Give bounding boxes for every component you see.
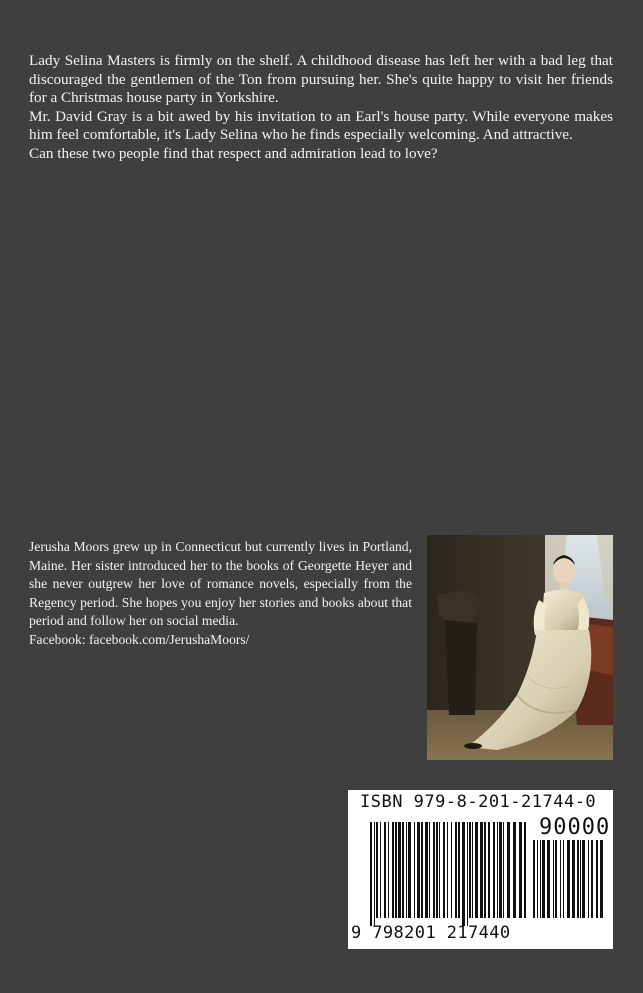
barcode-bar [503, 822, 504, 918]
barcode-bar [421, 822, 423, 918]
barcode-bar [443, 822, 445, 918]
barcode-bar [567, 840, 570, 918]
barcode-bar [398, 822, 401, 918]
barcode-bar [596, 840, 598, 918]
barcode-bar [376, 822, 378, 918]
barcode-bar [417, 822, 420, 918]
ean-digits-label: 9 798201 217440 [351, 923, 511, 943]
barcode-bar [388, 822, 389, 918]
barcode-bar [480, 822, 483, 918]
regency-lady-painting [427, 535, 613, 760]
barcode-bar [499, 822, 502, 918]
barcode-bar [533, 840, 535, 918]
barcode-bar [547, 840, 550, 918]
barcode-bar [588, 840, 589, 918]
barcode-bar [572, 840, 575, 918]
barcode-bar [447, 822, 448, 918]
barcode-bar [451, 822, 452, 918]
barcode-bar [524, 822, 526, 918]
barcode-bar [488, 822, 490, 918]
barcode-bar [429, 822, 430, 918]
barcode-bar [600, 840, 603, 918]
barcode-bar [591, 840, 593, 918]
barcode-bar [580, 840, 581, 918]
barcode-bar [406, 822, 407, 918]
back-cover-blurb [29, 52, 613, 164]
author-facebook: Facebook: facebook.com/JerushaMoors/ [29, 631, 250, 647]
barcode-bar [455, 822, 457, 918]
barcode-bar [370, 822, 372, 926]
barcode-bar [542, 840, 545, 918]
barcode-bar [507, 822, 510, 918]
barcode-bar [475, 822, 478, 918]
barcode-bar [433, 822, 435, 918]
author-bio [29, 538, 412, 650]
barcode-bar [540, 840, 541, 918]
barcode-bar [472, 822, 473, 918]
barcode-bar [519, 822, 522, 918]
barcode-bar [469, 822, 471, 918]
isbn-barcode [348, 790, 613, 949]
barcode-bar [462, 822, 465, 926]
barcode-bar [582, 840, 585, 918]
barcode-bar [380, 822, 381, 918]
barcode-bar [497, 822, 498, 918]
barcode-bar [484, 822, 486, 918]
barcode-bar [553, 840, 554, 918]
barcode-bar [402, 822, 404, 918]
barcode-bar [374, 822, 375, 926]
barcode-bar [537, 840, 538, 918]
blurb-paragraph-2: Mr. David Gray is a bit awed by his invitation to an Earl's house party. While everyone makes him feel comfortable, it's Lady Selina who he finds especially welcoming. And attractive. [29, 107, 613, 144]
barcode-bar [513, 822, 516, 918]
blurb-paragraph-1: Lady Selina Masters is firmly on the shelf. A childhood disease has left her with a bad leg that discouraged the gentlemen of the Ton from pursuing her. She's quite happy to visit her friends for a Christmas house party in Yorkshire. [29, 52, 613, 107]
barcode-bar [467, 822, 468, 926]
barcode-bar [458, 822, 460, 918]
barcode-bar [408, 822, 411, 918]
blurb-paragraph-3: Can these two people find that respect and admiration lead to love? [29, 144, 438, 162]
barcode-bar [555, 840, 557, 918]
barcode-bar [414, 822, 415, 918]
author-portrait-painting [427, 535, 613, 760]
barcode-bar [395, 822, 397, 918]
barcode-bar [436, 822, 438, 918]
barcode-bar [392, 822, 394, 918]
ean-barcode-bars [370, 822, 528, 926]
price-code-label: 90000 [539, 815, 611, 840]
barcode-bar [493, 822, 495, 918]
barcode-bar [425, 822, 428, 918]
author-bio-text: Jerusha Moors grew up in Connecticut but currently lives in Portland, Maine. Her sister introduced her to the books of Georgette Heyer and she never outgrew her love of romance novels, especially from the Regency period. She hopes you enjoy her stories and books about that period and follow her on social media. [29, 539, 412, 629]
barcode-bar [563, 840, 564, 918]
barcode-bar [577, 840, 579, 918]
barcode-bar [384, 822, 386, 918]
price-addon-bars [533, 840, 603, 926]
barcode-bar [439, 822, 440, 918]
isbn-label: ISBN 979-8-201-21744-0 [360, 792, 597, 812]
barcode-bar [560, 840, 561, 918]
